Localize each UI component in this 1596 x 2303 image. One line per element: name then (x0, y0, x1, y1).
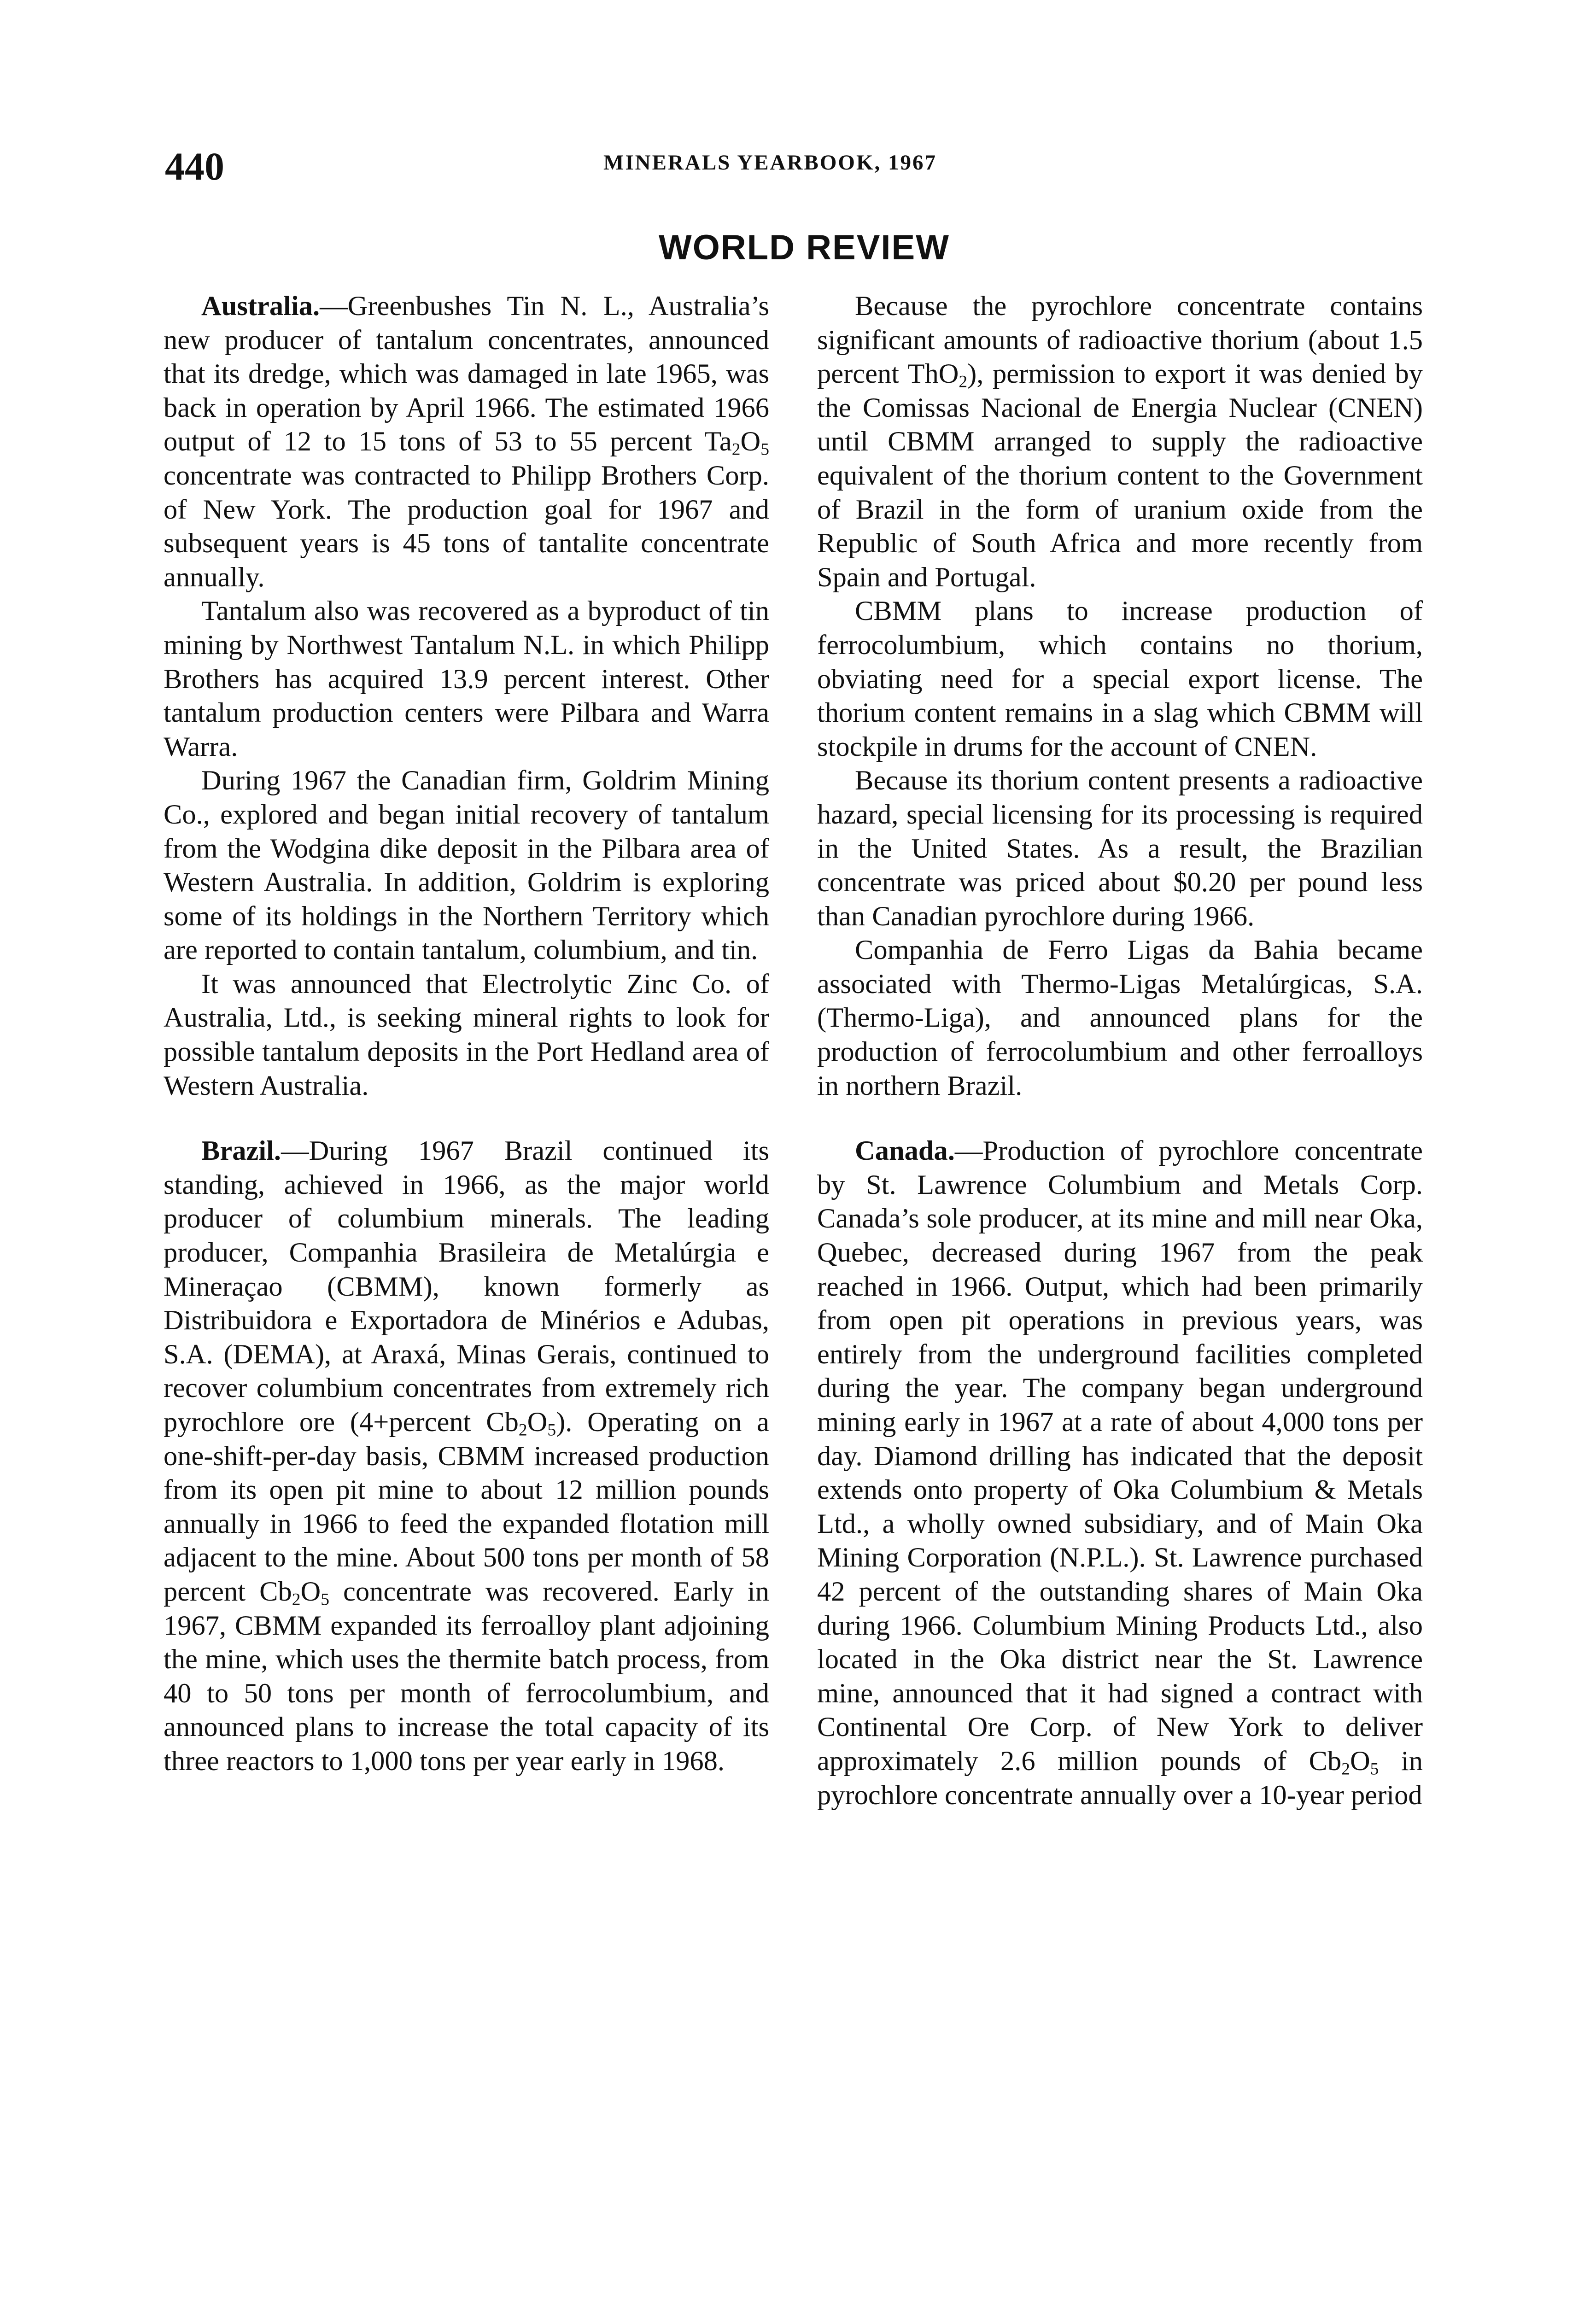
australia-paragraph-3: During 1967 the Canadian firm, Goldrim Mining Co., explored and began initial recovery of tantalum from the Wodgina dike deposit in the Pilbara area of Western Australia. In addition, Goldrim is exploring some of its holdings in the Northern Territory which are reported to contain tantalum, columbium, and tin. (164, 765, 769, 966)
page-number: 440 (165, 144, 224, 188)
formula-tho2: ThO$_2$ (907, 358, 968, 392)
formula-cb2o5: $Cb_2O_5$ (486, 1407, 556, 1440)
australia-text-1-tail: concentrate was contracted to Philipp Brothers Corp. of New York. The production goal for 1967 and subsequent years is 45 tons of tantalite concentrate annually. (164, 460, 769, 593)
left-column (164, 289, 769, 1778)
australia-paragraph-4: It was announced that Electrolytic Zinc Co. of Australia, Ltd., is seeking mineral rights to look for possible tantalum deposits in the Port Hedland area of Western Australia. (164, 968, 769, 1101)
running-head: MINERALS YEARBOOK, 1967 (603, 151, 937, 175)
australia-text-1: —Greenbushes Tin N. L., Australia’s new producer of tantalum concentrates, announced that its dredge, which was damaged in late 1965, was back in operation by April 1966. The estimated 1966 output of 12 to 15 tons of 53 to 55 percent (164, 291, 769, 457)
formula-cb2o5: $Cb_2O_5$ (1309, 1745, 1379, 1779)
right-column (817, 289, 1423, 1812)
formula-ta2o5: $Ta_2O_5$ (704, 426, 769, 459)
formula-cb2o5: $Cb_2O_5$ (259, 1576, 329, 1609)
brazil-paragraph-4: Because its thorium content presents a radioactive hazard, special licensing for its processing is required in the United States. As a result, the Brazilian concentrate was priced about $0.20 per pound less than Canadian pyrochlore during 1966. (817, 765, 1423, 932)
australia-paragraph-1 (164, 289, 769, 594)
brazil-paragraph-2: Because the pyrochlore concentrate contains significant amounts of radioactive thorium (about 1.5 percent ThO$_2$), permission to export it was denied by the Comissas Nacional de Energia Nuclear (CNEN) until CBMM arranged to supply the radioactive equivalent of the thorium content to the Government of Brazil in the form of uranium oxide from the Republic of South Africa and more recently from Spain and Portugal. (817, 291, 1423, 593)
canada-paragraph-1: Canada.—Production of pyrochlore concentrate by St. Lawrence Columbium and Metals Corp. Canada’s sole producer, at its mine and mill near Oka, Quebec, decreased during 1967 from the peak reached in 1966. Output, which had been primarily from open pit operations in previous years, was entirely from the underground facilities completed during the year. The company began underground mining early in 1967 at a rate of about 4,000 tons per day. Diamond drilling has indicated that the deposit extends onto property of Oka Columbium & Metals Ltd., a wholly owned subsidiary, and of Main Oka Mining Corporation (N.P.L.). St. Lawrence purchased 42 percent of the outstanding shares of Main Oka during 1966. Columbium Mining Products Ltd., also located in the Oka district near the St. Lawrence mine, announced that it had signed a contract with Continental Ore Corp. of New York to deliver approximately 2.6 million pounds of $Cb_2O_5$ in pyrochlore concentrate annually over a 10-year period (817, 1135, 1423, 1811)
section-title: WORLD REVIEW (659, 228, 950, 267)
brazil-paragraph-5: Companhia de Ferro Ligas da Bahia became associated with Thermo-Ligas Metalúrgicas, S.A. (Thermo-Liga), and announced plans for the production of ferrocolumbium and other ferroalloys in northern Brazil. (817, 935, 1423, 1101)
brazil-paragraph-3: CBMM plans to increase production of ferrocolumbium, which contains no thorium, obviating need for a special export license. The thorium content remains in a slag which CBMM will stockpile in drums for the account of CNEN. (817, 596, 1423, 762)
canada-heading: Canada. (855, 1135, 955, 1167)
australia-paragraph-2: Tantalum also was recovered as a byproduct of tin mining by Northwest Tantalum N.L. in which Philipp Brothers has acquired 13.9 percent interest. Other tantalum production centers were Pilbara and Warra Warra. (164, 596, 769, 762)
australia-heading: Australia. (201, 291, 320, 321)
brazil-paragraph-1: Brazil.—During 1967 Brazil continued its standing, achieved in 1966, as the major world producer of columbium minerals. The leading producer, Companhia Brasileira de Metalúrgia e Mineraçao (CBMM), known formerly as Distribuidora e Exportadora de Minérios e Adubas, S.A. (DEMA), at Araxá, Minas Gerais, continued to recover columbium concentrates from extremely rich pyrochlore ore (4+percent $Cb_2O_5$). Operating on a one-shift-per-day basis, CBMM increased production from its open pit mine to about 12 million pounds annually in 1966 to feed the expanded flotation mill adjacent to the mine. About 500 tons per month of 58 percent $Cb_2O_5$ concentrate was recovered. Early in 1967, CBMM expanded its ferroalloy plant adjoining the mine, which uses the thermite batch process, from 40 to 50 tons per month of ferrocolumbium, and announced plans to increase the total capacity of its three reactors to 1,000 tons per year early in 1968. (164, 1135, 769, 1777)
brazil-heading: Brazil. (201, 1135, 281, 1167)
